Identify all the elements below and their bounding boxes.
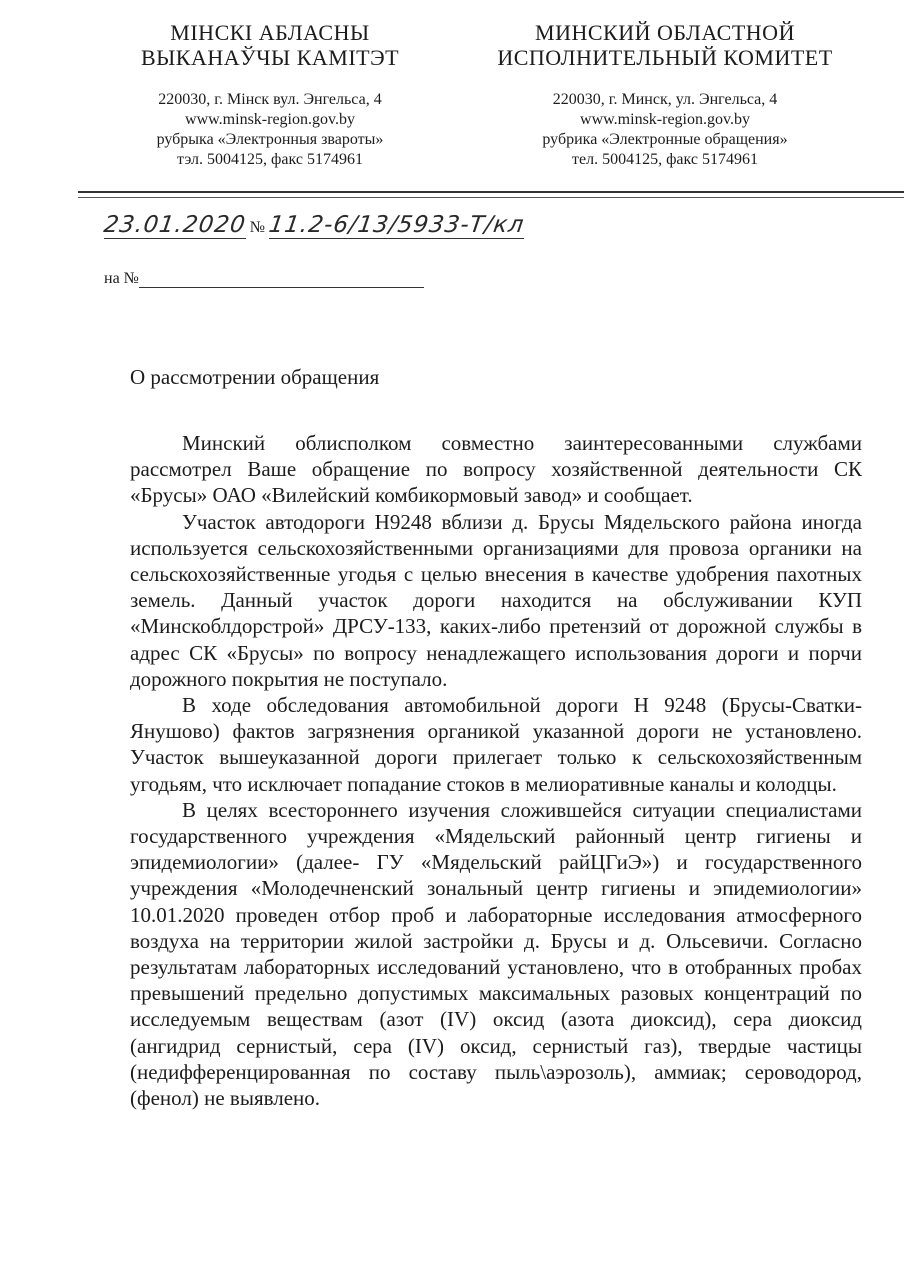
address: 220030, г. Минск, ул. Энгельса, 4 [552,91,778,108]
paragraph: В целях всестороннего изучения сложившейся ситуации специалистами государственного учреждения «Мядельский районный центр гигиены и эпидемиологии» (далее- ГУ «Мядельский райЦГиЭ») и государственного учреждения «Молодечненский зональный центр гигиены и эпидемиологии» 10.01.2020 проведен отбор проб и лабораторные исследования атмосферного воздуха на территории жилой застройки д. Брусы и д. Ольсевичи. Согласно результатам лабораторных исследований установлено, что в отобранных пробах превышений предельно допустимых максимальных разовых концентраций по исследуемым веществам (азот (IV) оксид (азота диоксид), сера диоксид (ангидрид сернистый, сера (IV) оксид, сернистый газ), твердые частицы (недифференцированная по составу пыль\аэрозоль), аммиак; сероводород, (фенол) не выявлено. [130,797,862,1111]
org-name-line2: ИСПОЛНИТЕЛЬНЫЙ КОМИТЕТ [497,45,833,70]
letter-body [130,430,862,1111]
letterhead-russian [470,20,860,170]
reply-to-line [104,270,424,288]
letterhead-belarusian [110,20,430,170]
registration-number: 11.2-6/13/5933-Т/кл [267,212,526,238]
phone-fax: тел. 5004125, факс 5174961 [571,151,759,168]
paragraph: В ходе обследования автомобильной дороги Н 9248 (Брусы-Сватки-Янушово) фактов загрязнения органикой указанной дороги не установлено. Участок вышеуказанной дороги прилегает только к сельскохозяйственным угодьям, что исключает попадание стоков в мелиоративные каналы и колодцы. [130,693,862,796]
rubric: рубрика «Электронные обращения» [542,131,788,148]
paragraph: Минский облисполком совместно заинтересованными службами рассмотрел Ваше обращение по вопросу хозяйственной деятельности СК «Брусы» ОАО «Вилейский комбикормовый завод» и сообщает. [130,431,862,508]
header-divider [78,191,904,193]
phone-fax: тэл. 5004125, факс 5174961 [177,151,363,168]
rubric: рубрыка «Электронныя звароты» [156,131,384,148]
paragraph: Участок автодороги Н9248 вблизи д. Брусы Мядельского района иногда используется сельскохозяйственными организациями для провоза органики на сельскохозяйственные угодья с целью внесения в качестве удобрения пахотных земель. Данный участок дороги находится на обслуживании КУП «Минскоблдорстрой» ДРСУ-133, каких-либо претензий от дорожной службы в адрес СК «Брусы» по вопросу ненадлежащего использования дороги и порчи дорожного покрытия не поступало. [130,509,862,691]
website: www.minsk-region.gov.by [185,111,355,128]
header-divider-thin [78,197,904,198]
website: www.minsk-region.gov.by [580,111,750,128]
registration-line [104,212,524,239]
registration-date: 23.01.2020 [102,212,248,238]
org-name-line1: МІНСКІ АБЛАСНЫ [170,20,370,45]
subject: О рассмотрении обращения [130,365,380,389]
address: 220030, г. Мінск вул. Энгельса, 4 [158,91,382,108]
org-name-line1: МИНСКИЙ ОБЛАСТНОЙ [535,20,795,45]
reply-to-blank [139,273,424,288]
reply-to-label: на № [104,270,139,287]
number-label: № [249,219,265,236]
org-name-line2: ВЫКАНАЎЧЫ КАМІТЭТ [140,45,400,70]
